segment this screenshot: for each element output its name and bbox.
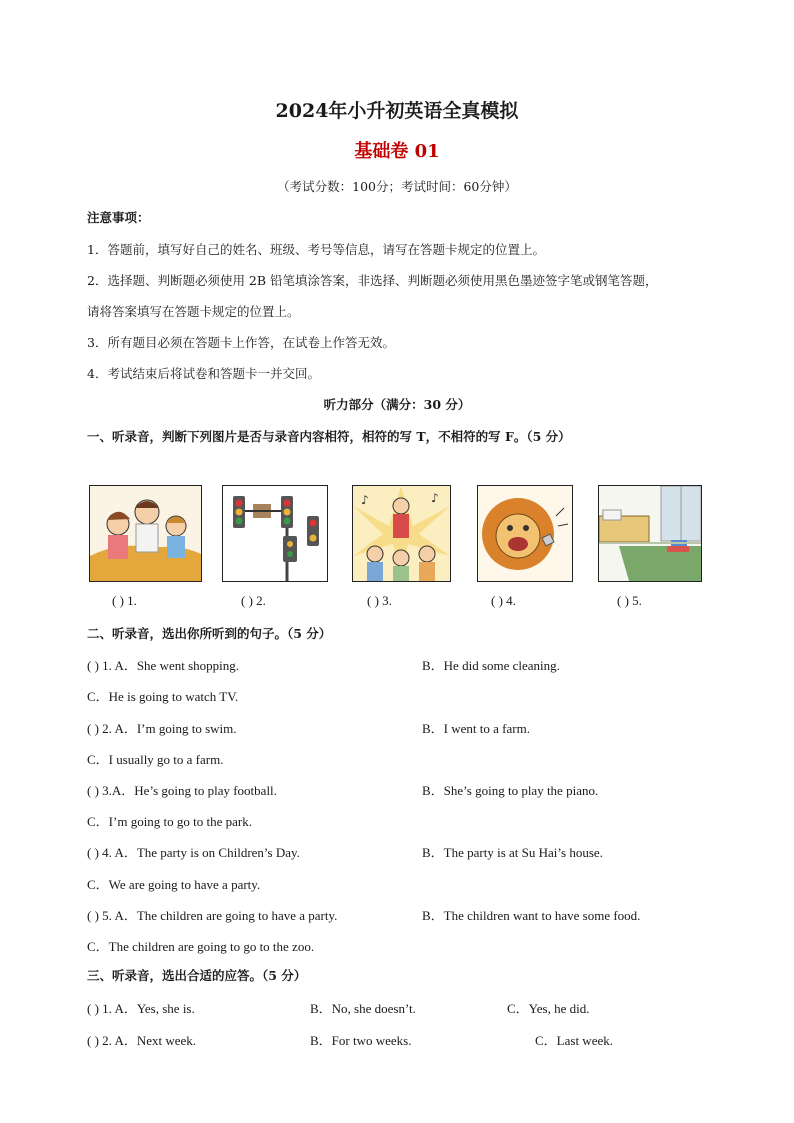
s2-q5-option-c: C．The children are going to go to the zoo. [87, 939, 315, 954]
s2-q1-option-a: ( ) 1. A．She went shopping. [87, 658, 240, 673]
svg-text:♪: ♪ [361, 493, 369, 507]
s2-q3-option-c: C．I’m going to go to the park. [87, 814, 253, 829]
bedroom-picture [598, 485, 702, 582]
s2-q4-option-c: C．We are going to have a party. [87, 877, 261, 892]
s3-q1-option-c: C．Yes, he did. [507, 1001, 590, 1016]
s2-q2-option-b: B．I went to a farm. [422, 721, 530, 736]
question2-blank[interactable]: ( ) 2. [241, 593, 266, 608]
s2-q3-option-a: ( ) 3.A．He’s going to play football. [87, 783, 277, 798]
s3-q1-option-b: B．No, she doesn’t. [310, 1001, 416, 1016]
notice-item-4: 4．考试结束后将试卷和答题卡一并交回。 [87, 366, 320, 381]
s2-q2-option-a: ( ) 2. A．I’m going to swim. [87, 721, 237, 736]
s2-q2-option-c: C．I usually go to a farm. [87, 752, 224, 767]
s3-q2-option-a: ( ) 2. A．Next week. [87, 1033, 197, 1048]
notice-item-1: 1．答题前，填写好自己的姓名、班级、考号等信息，请写在答题卡规定的位置上。 [87, 242, 545, 257]
paper-subtitle: 基础卷 01 [354, 141, 440, 162]
notice-item-2: 2．选择题、判断题必须使用 2B 铅笔填涂答案，非选择、判断题必须使用黑色墨迹签字笔或钢笔答题， [87, 273, 658, 288]
notice-heading: 注意事项： [87, 210, 150, 225]
s3-q1-option-a: ( ) 1. A．Yes, she is. [87, 1001, 195, 1016]
s2-q4-option-a: ( ) 4. A．The party is on Children’s Day. [87, 845, 300, 860]
children-talking-picture [89, 485, 202, 582]
notice-item-3: 3．所有题目必须在答题卡上作答，在试卷上作答无效。 [87, 335, 395, 350]
question5-blank[interactable]: ( ) 5. [617, 593, 642, 608]
listening-part-heading: 听力部分（满分：30 分） [323, 397, 471, 412]
question4-blank[interactable]: ( ) 4. [491, 593, 516, 608]
traffic-lights-picture [222, 485, 328, 582]
notice-item-2-continued: 请将答案填写在答题卡规定的位置上。 [87, 304, 300, 319]
svg-text:♪: ♪ [431, 491, 439, 505]
lion-picture [477, 485, 573, 582]
s2-q4-option-b: B．The party is at Su Hai’s house. [422, 845, 603, 860]
question1-blank[interactable]: ( ) 1. [112, 593, 137, 608]
exam-score-info: （考试分数：100分；考试时间：60分钟） [277, 179, 517, 194]
section1-heading: 一、听录音，判断下列图片是否与录音内容相符，相符的写 T，不相符的写 F。（5 分） [87, 429, 571, 444]
question3-blank[interactable]: ( ) 3. [367, 593, 392, 608]
s3-q2-option-b: B．For two weeks. [310, 1033, 412, 1048]
s2-q3-option-b: B．She’s going to play the piano. [422, 783, 599, 798]
s2-q1-option-b: B．He did some cleaning. [422, 658, 560, 673]
singer-concert-picture [352, 485, 451, 582]
s2-q1-option-c: C．He is going to watch TV. [87, 689, 239, 704]
section2-heading: 二、听录音，选出你所听到的句子。（5 分） [87, 626, 332, 641]
page-title: 2024年小升初英语全真模拟 [275, 100, 519, 122]
s3-q2-option-c: C．Last week. [535, 1033, 613, 1048]
s2-q5-option-b: B．The children want to have some food. [422, 908, 641, 923]
section3-heading: 三、听录音，选出合适的应答。（5 分） [87, 968, 307, 983]
s2-q5-option-a: ( ) 5. A．The children are going to have a party. [87, 908, 338, 923]
